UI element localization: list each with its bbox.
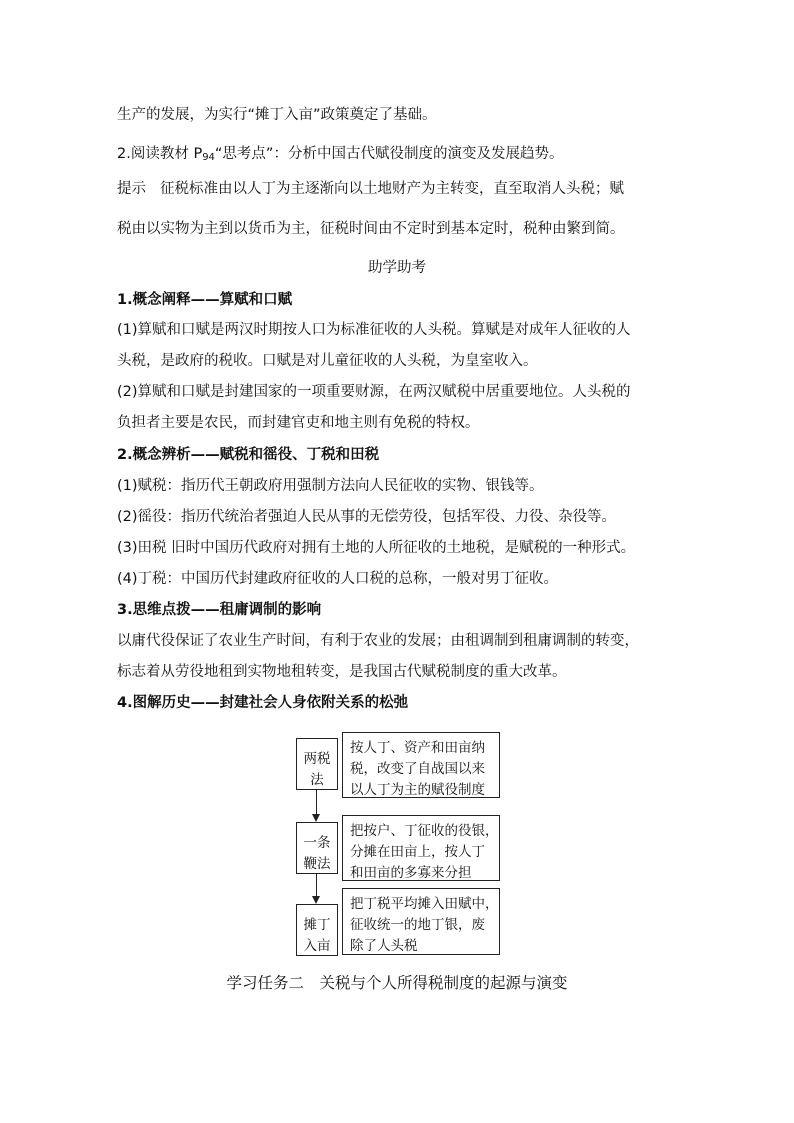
sec1-p1-line2: 头税，是政府的税收。口赋是对儿童征收的人头税，为皇室收入。 — [117, 353, 538, 369]
desc-line: 把丁税平均摊入田赋中， — [350, 896, 499, 912]
question-2-text: 2.阅读教材 P — [117, 146, 203, 162]
sec1-p1-line1: (1)算赋和口赋是两汉时期按人口为标准征收的人头税。算赋是对成年人征收的人 — [117, 322, 631, 338]
desc-line: 按人丁、资产和田亩纳 — [350, 740, 485, 756]
sec1-heading: 1.概念阐释——算赋和口赋 — [117, 292, 293, 308]
desc-line: 税，改变了自战国以来 — [350, 761, 485, 777]
step-name-line2: 法 — [310, 772, 324, 788]
sec2-item-4: (4)丁税：中国历代封建政府征收的人口税的总称，一般对男丁征收。 — [117, 571, 559, 587]
step-name-line1: 一条 — [303, 835, 331, 851]
step-liangshuifa-box — [296, 738, 338, 790]
step-name-line2: 入亩 — [303, 938, 331, 954]
desc-line: 分摊在田亩上，按人丁 — [350, 844, 485, 860]
connector-line — [316, 874, 317, 896]
sec1-p2-line1: (2)算赋和口赋是封建国家的一项重要财源，在两汉赋税中居重要地位。人头税的 — [117, 384, 631, 400]
step-name-line1: 摊丁 — [303, 917, 331, 933]
desc-line: 除了人头税 — [350, 938, 418, 954]
desc-line: 征收统一的地丁银，废 — [350, 917, 485, 933]
step-yitiaobianfa-desc — [342, 815, 500, 881]
sec1-p2-line2: 负担者主要是农民，而封建官吏和地主则有免税的特权。 — [117, 415, 480, 431]
sec3-line-1: 以庸代役保证了农业生产时间，有利于农业的发展；由租调制到租庸调制的转变， — [117, 633, 639, 649]
page-subscript: 94 — [202, 152, 215, 163]
step-yitiaobianfa-box — [296, 822, 338, 874]
step-tandingrumu-desc — [342, 888, 500, 955]
sec2-item-1: (1)赋税：指历代王朝政府用强制方法向人民征收的实物、银钱等。 — [117, 478, 544, 494]
answer-prefix: 提示 — [117, 181, 146, 197]
connector-line — [316, 790, 317, 814]
answer-line-1 — [117, 178, 624, 200]
help-title: 助学助考 — [368, 260, 426, 276]
sec4-heading: 4.图解历史——封建社会人身依附关系的松弛 — [117, 695, 409, 711]
task-2-title: 学习任务二 关税与个人所得税制度的起源与演变 — [226, 974, 568, 992]
answer-text-1: 征税标准由以人丁为主逐渐向以土地财产为主转变，直至取消人头税；赋 — [160, 181, 624, 197]
arrow-down-icon — [312, 814, 320, 822]
desc-line: 以人丁为主的赋役制度 — [350, 782, 485, 798]
sec3-line-2: 标志着从劳役地租到实物地租转变，是我国古代赋税制度的重大改革。 — [117, 664, 567, 680]
step-liangshuifa-desc — [342, 732, 500, 798]
question-2-text-rest: “思考点”：分析中国古代赋役制度的演变及发展趋势。 — [214, 146, 564, 162]
sec2-item-3: (3)田税 旧时中国历代政府对拥有土地的人所征收的土地税，是赋税的一种形式。 — [117, 540, 636, 556]
desc-line: 和田亩的多寡来分担 — [350, 865, 472, 881]
answer-line-2: 税由以实物为主到以货币为主，征税时间由不定时到基本定时，税种由繁到简。 — [117, 221, 625, 237]
sec2-item-2: (2)徭役：指历代统治者强迫人民从事的无偿劳役，包括军役、力役、杂役等。 — [117, 509, 617, 525]
sec2-heading: 2.概念辨析——赋税和徭役、丁税和田税 — [117, 447, 380, 463]
desc-line: 把按户、丁征收的役银， — [350, 823, 499, 839]
question-2 — [117, 143, 563, 169]
step-name-line1: 两税 — [303, 751, 331, 767]
step-tandingrumu-box — [296, 904, 338, 956]
intro-line: 生产的发展，为实行“摊丁入亩”政策奠定了基础。 — [117, 107, 437, 123]
arrow-down-icon — [312, 896, 320, 904]
step-name-line2: 鞭法 — [303, 856, 331, 872]
sec3-heading: 3.思维点拨——租庸调制的影响 — [117, 602, 322, 618]
